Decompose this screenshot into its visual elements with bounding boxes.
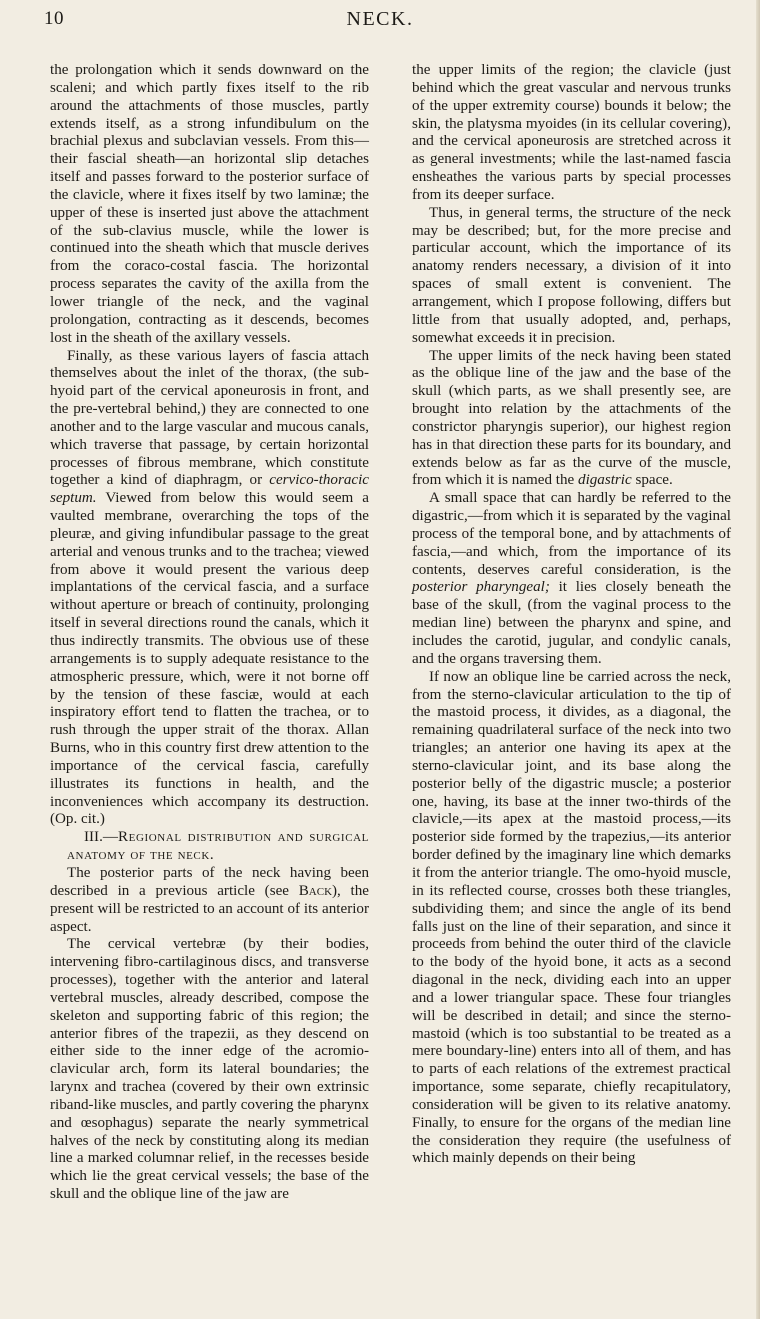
paragraph: the upper limits of the region; the clavicle (just behind which the great vascular and nervous trunks of the upper extremity course) bounds it below; the skin, the platysma myoides (in its cellular covering), and the cervical aponeurosis are stretched across it as general investments; while the last-named fascia ensheathes the various parts by special processes from its deeper surface. (412, 62, 731, 203)
page-number: 10 (44, 8, 64, 29)
paragraph: If now an oblique line be carried across the neck, from the sterno-clavicular articulation to the tip of the mastoid process, it divides, as a diagonal, the remaining quadrilateral surface of the neck into two triangles; an anterior one having its apex at the sterno-clavicular joint, and its base along the posterior belly of the digastric muscle; a posterior one, having, its base at the inner two-thirds of the clavicle,—its apex at the mastoid process,—its posterior side formed by the trapezius,—its anterior border defined by the imaginary line which demarks it from the anterior triangle. The omo-hyoid muscle, in its reflected course, crosses both these triangles, subdividing them; and since the angle of its bend falls just on the line of their separation, and since it proceeds from behind the outer third of the clavicle to the body of the hyoid bone, it acts as a second diagonal in the neck, dividing each into an upper and a lower triangular space. These four triangles will be described in detail; and since the sterno-mastoid (which is too substantial to be treated as a mere boundary-line) enters into all of them, and has to parts of each relations of the extremest practical importance, some separate, chiefly recapitulatory, consideration will be given to its relative anatomy. Finally, to ensure for the organs of the median line the consideration they require (the usefulness of which mainly depends on their being (412, 668, 731, 1167)
paragraph-text: space. (635, 472, 673, 489)
paragraph-text: The upper limits of the neck having been stated as the oblique line of the jaw and the base of the skull (which parts, as we shall presently see, are brought into relation by the attachments of the constrictor pharyngis superior), our highest region has in that direction these parts for its boundary, and extends below as far as the curve of the muscle, from which it is named the (412, 347, 731, 489)
emphasis-text: cervico-thoracic septum. (50, 472, 369, 507)
paragraph (50, 865, 369, 936)
paragraph-text: ), the present will be restricted to an account of its anterior aspect. (50, 882, 369, 935)
paragraph-text: Viewed from below this would seem a vaulted membrane, overarching the tops of the pleuræ, and giving infundibular passage to the great arterial and venous trunks and to the trachea; viewed from above it would present the various deep implantations of the cervical fascia, and a surface without aperture or breach of continuity, prolonging itself in several directions round the canals, which it thus indirectly transmits. The obvious use of these arrangements is to supply adequate resistance to the atmospheric pressure, which, were it not borne off by the tension of these fasciæ, would at each inspiratory effort tend to flatten the trachea, or to rush through the upper strait of the thorax. Allan Burns, who in this country first drew attention to the importance of the cervical fascia, carefully illustrates its functions in health, and the inconveniences which accompany its destruction. (Op. cit.) (50, 490, 369, 828)
page-edge (756, 0, 760, 1319)
running-head: NECK. (346, 8, 414, 30)
left-column (50, 62, 369, 1204)
right-column (412, 62, 731, 1168)
paragraph: Thus, in general terms, the structure of the neck may be described; but, for the more precise and particular account, which the importance of its anatomy renders necessary, a division of it into spaces of small extent is convenient. The arrangement, which I propose following, differs but little from that usually adopted, and, perhaps, somewhat exceeds it in precision. (412, 204, 731, 346)
section-number: III.— (84, 829, 118, 846)
section-title: Regional distribution and surgical anatomy of the neck. (67, 829, 369, 864)
emphasis-text: posterior pharyngeal; (412, 579, 550, 596)
paragraph (50, 348, 369, 830)
paragraph-text: it lies closely beneath the base of the skull, (from the vaginal process to the median line) between the pharynx and spine, and includes the carotid, jugular, and condylic canals, and the organs traversing them. (412, 579, 731, 667)
section-heading (50, 829, 369, 865)
paragraph (412, 490, 731, 668)
paragraph (412, 348, 731, 491)
paragraph: the prolongation which it sends downward on the scaleni; and which partly fixes itself to the rib around the attachments of those muscles, partly extends itself, as a strong infundibulum on the brachial plexus and subclavian vessels. From this—their fascial sheath—an horizontal slip detaches itself and passes forward to the posterior surface of the clavicle, where it fixes itself by two laminæ; the upper of these is inserted just above the attachment of the sub-clavius muscle, while the lower is continued into the sheath which that muscle derives from the coraco-costal fascia. The horizontal process separates the cavity of the axilla from the lower triangle of the neck, and the vaginal prolongation, contracting as it descends, becomes lost in the sheath of the axillary vessels. (50, 62, 369, 346)
cross-reference: Back (298, 882, 333, 899)
paragraph-text: Finally, as these various layers of fascia attach themselves about the inlet of the thorax, (the sub-hyoid part of the cervical aponeurosis in front, and the pre-vertebral behind,) they are connected to one another and to the large vascular and mucous canals, which traverse that passage, by certain horizontal processes of fibrous membrane, which constitute together a kind of diaphragm, or (50, 347, 369, 489)
paragraph: The cervical vertebræ (by their bodies, intervening fibro-cartilaginous discs, and transverse processes), together with the anterior and lateral vertebral muscles, already described, compose the skeleton and supporting fabric of this region; the anterior fibres of the trapezii, as they descend on either side to the inner edge of the acromio-clavicular arch, form its lateral boundaries; the larynx and trachea (covered by their own extrinsic riband-like muscles, and partly covering the pharynx and œsophagus) separate the nearly symmetrical halves of the neck by constituting along its median line a marked columnar relief, in the recesses beside which lie the great cervical vessels; the base of the skull and the oblique line of the jaw are (50, 936, 369, 1203)
paragraph-text: A small space that can hardly be referred to the digastric,—from which it is separated by the vaginal process of the temporal bone, and by attachments of fascia,—and which, from the importance of its contents, deserves careful consideration, is the (412, 490, 731, 578)
emphasis-text: digastric (578, 472, 632, 489)
paragraph-text: The posterior parts of the neck having been described in a previous article (see (50, 864, 369, 899)
